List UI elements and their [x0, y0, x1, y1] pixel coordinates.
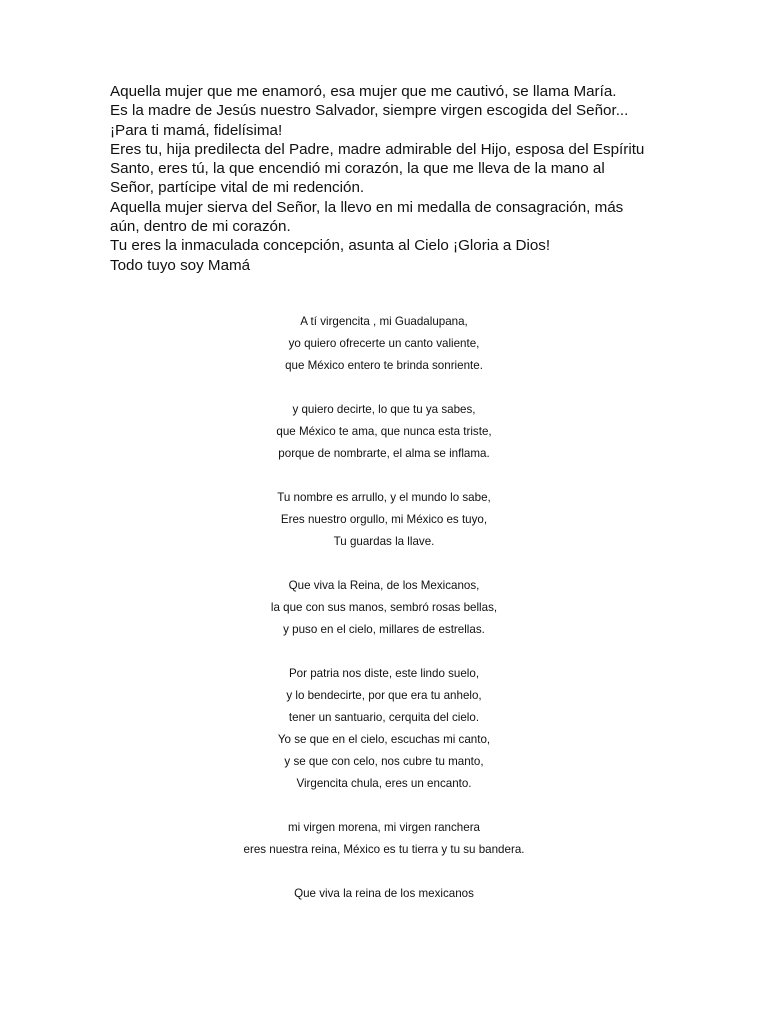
prose-line: Es la madre de Jesús nuestro Salvador, siempre virgen escogida del Señor... [110, 102, 629, 120]
poem-verse: y quiero decirte, lo que tu ya sabes, [292, 403, 476, 416]
poem-verse: Que viva la Reina, de los Mexicanos, [288, 579, 480, 592]
poem-verse: A tí virgencita , mi Guadalupana, [300, 315, 468, 328]
poem-verse: y lo bendecirte, por que era tu anhelo, [286, 689, 482, 702]
poem-verse: Yo se que en el cielo, escuchas mi canto, [277, 733, 491, 746]
prose-paragraph [110, 82, 710, 275]
poem-verse: Que viva la reina de los mexicanos [294, 887, 474, 900]
poem-stanza [0, 663, 768, 795]
prose-line: Todo tuyo soy Mamá [110, 256, 251, 274]
prose-line: Aquella mujer sierva del Señor, la llevo en mi medalla de consagración, más [110, 198, 624, 216]
poem-stanza [0, 575, 768, 641]
poem-verse: y se que con celo, nos cubre tu manto, [284, 755, 484, 768]
poem-stanza [0, 817, 768, 861]
poem-verse: y puso en el cielo, millares de estrellas. [283, 623, 485, 636]
prose-line: aún, dentro de mi corazón. [110, 218, 291, 236]
poem-stanza [0, 883, 768, 905]
poem-stanza [0, 399, 768, 465]
poem-verse: tener un santuario, cerquita del cielo. [288, 711, 480, 724]
poem-verse: Virgencita chula, eres un encanto. [296, 777, 472, 790]
poem-verse: mi virgen morena, mi virgen ranchera [287, 821, 481, 834]
poem-verse: eres nuestra reina, México es tu tierra y tu su bandera. [243, 843, 525, 856]
poem-verse: que México entero te brinda sonriente. [285, 359, 483, 372]
poem-verse: la que con sus manos, sembró rosas bellas, [270, 601, 498, 614]
prose-line: Eres tu, hija predilecta del Padre, madre admirable del Hijo, esposa del Espíritu [110, 140, 645, 158]
poem-verse: Eres nuestro orgullo, mi México es tuyo, [280, 513, 488, 526]
poem-verse: Tu nombre es arrullo, y el mundo lo sabe, [277, 491, 491, 504]
poem-stanza [0, 487, 768, 553]
poem-verse: yo quiero ofrecerte un canto valiente, [288, 337, 480, 350]
poem [0, 311, 768, 905]
poem-verse: Por patria nos diste, este lindo suelo, [288, 667, 480, 680]
poem-verse: Tu guardas la llave. [333, 535, 435, 548]
prose-line: Santo, eres tú, la que encendió mi corazón, la que me lleva de la mano al [110, 160, 605, 178]
poem-verse: porque de nombrarte, el alma se inflama. [278, 447, 490, 460]
prose-line: Aquella mujer que me enamoró, esa mujer que me cautivó, se llama María. [110, 83, 617, 100]
poem-verse: que México te ama, que nunca esta triste, [276, 425, 492, 438]
poem-stanza [0, 311, 768, 377]
prose-line: Señor, partícipe vital de mi redención. [110, 179, 365, 197]
prose-line: Tu eres la inmaculada concepción, asunta al Cielo ¡Gloria a Dios! [110, 237, 551, 255]
prose-line: ¡Para ti mamá, fidelísima! [110, 121, 283, 139]
